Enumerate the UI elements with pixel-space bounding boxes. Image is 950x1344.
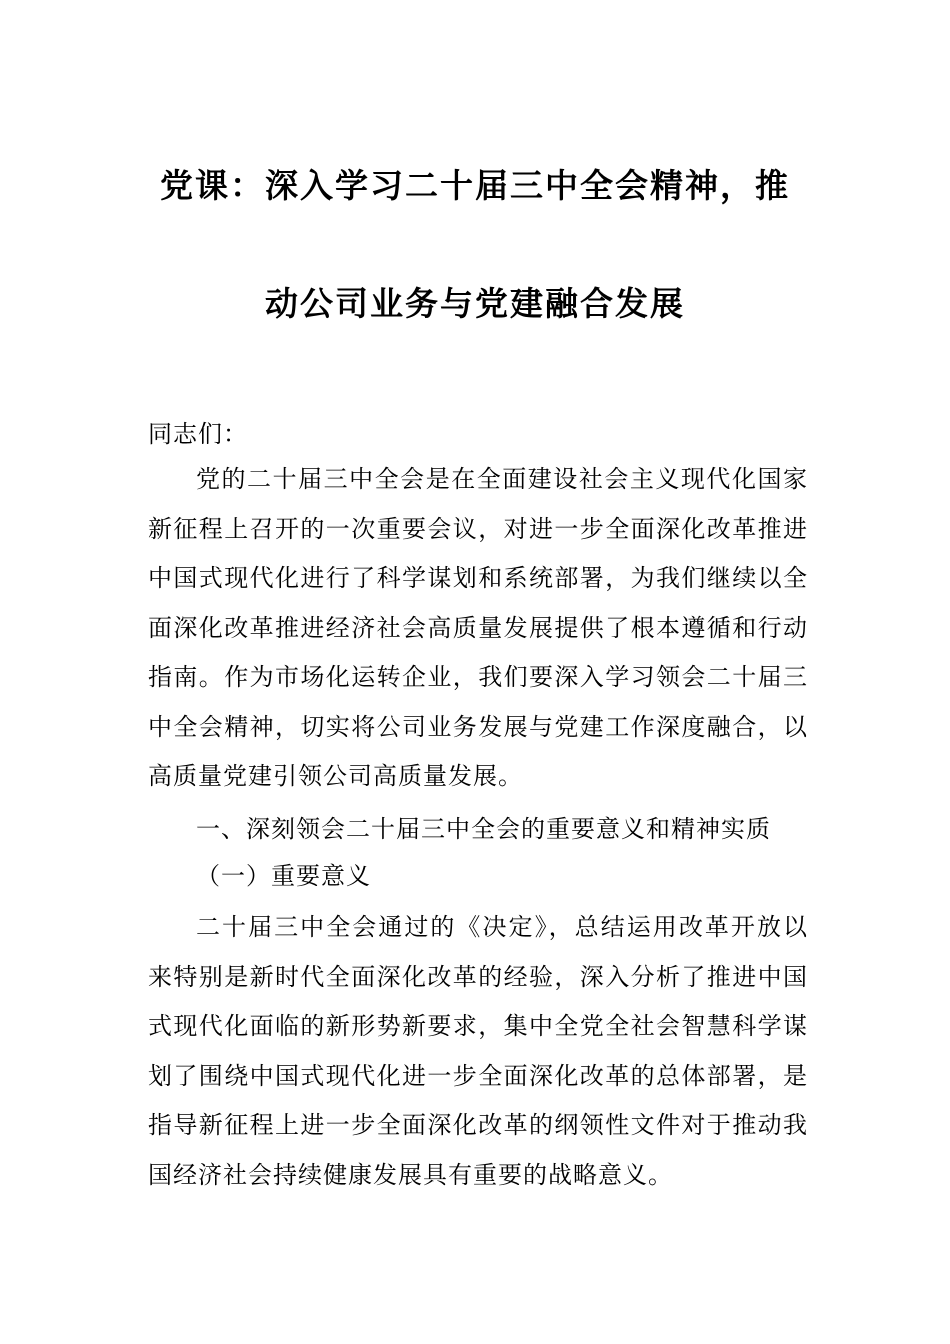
body-paragraph-2: 二十届三中全会通过的《决定》，总结运用改革开放以来特别是新时代全面深化改革的经验，深入分析了推进中国式现代化面临的新形势新要求，集中全党全社会智慧科学谋划了围绕中国式现代化进一步全面深化改革的总体部署，是指导新征程上进一步全面深化改革的纲领性文件对于推动我国经济社会持续健康发展具有重要的战略意义。 bbox=[148, 913, 808, 1189]
greeting: 同志们： bbox=[148, 420, 248, 448]
body-paragraph-1: 党的二十届三中全会是在全面建设社会主义现代化国家新征程上召开的一次重要会议，对进一步全面深化改革推进中国式现代化进行了科学谋划和系统部署，为我们继续以全面深化改革推进经济社会高质量发展提供了根本遵循和行动指南。作为市场化运转企业，我们要深入学习领会二十届三中全会精神，切实将公司业务发展与党建工作深度融合，以高质量党建引领公司高质量发展。 bbox=[148, 465, 808, 790]
section-heading: 一、深刻领会二十届三中全会的重要意义和精神实质 bbox=[196, 815, 771, 843]
document-title-line-2: 动公司业务与党建融合发展 bbox=[265, 284, 685, 323]
subsection-heading: （一）重要意义 bbox=[196, 862, 371, 890]
document-title-line-1: 党课：深入学习二十届三中全会精神，推 bbox=[160, 166, 790, 205]
